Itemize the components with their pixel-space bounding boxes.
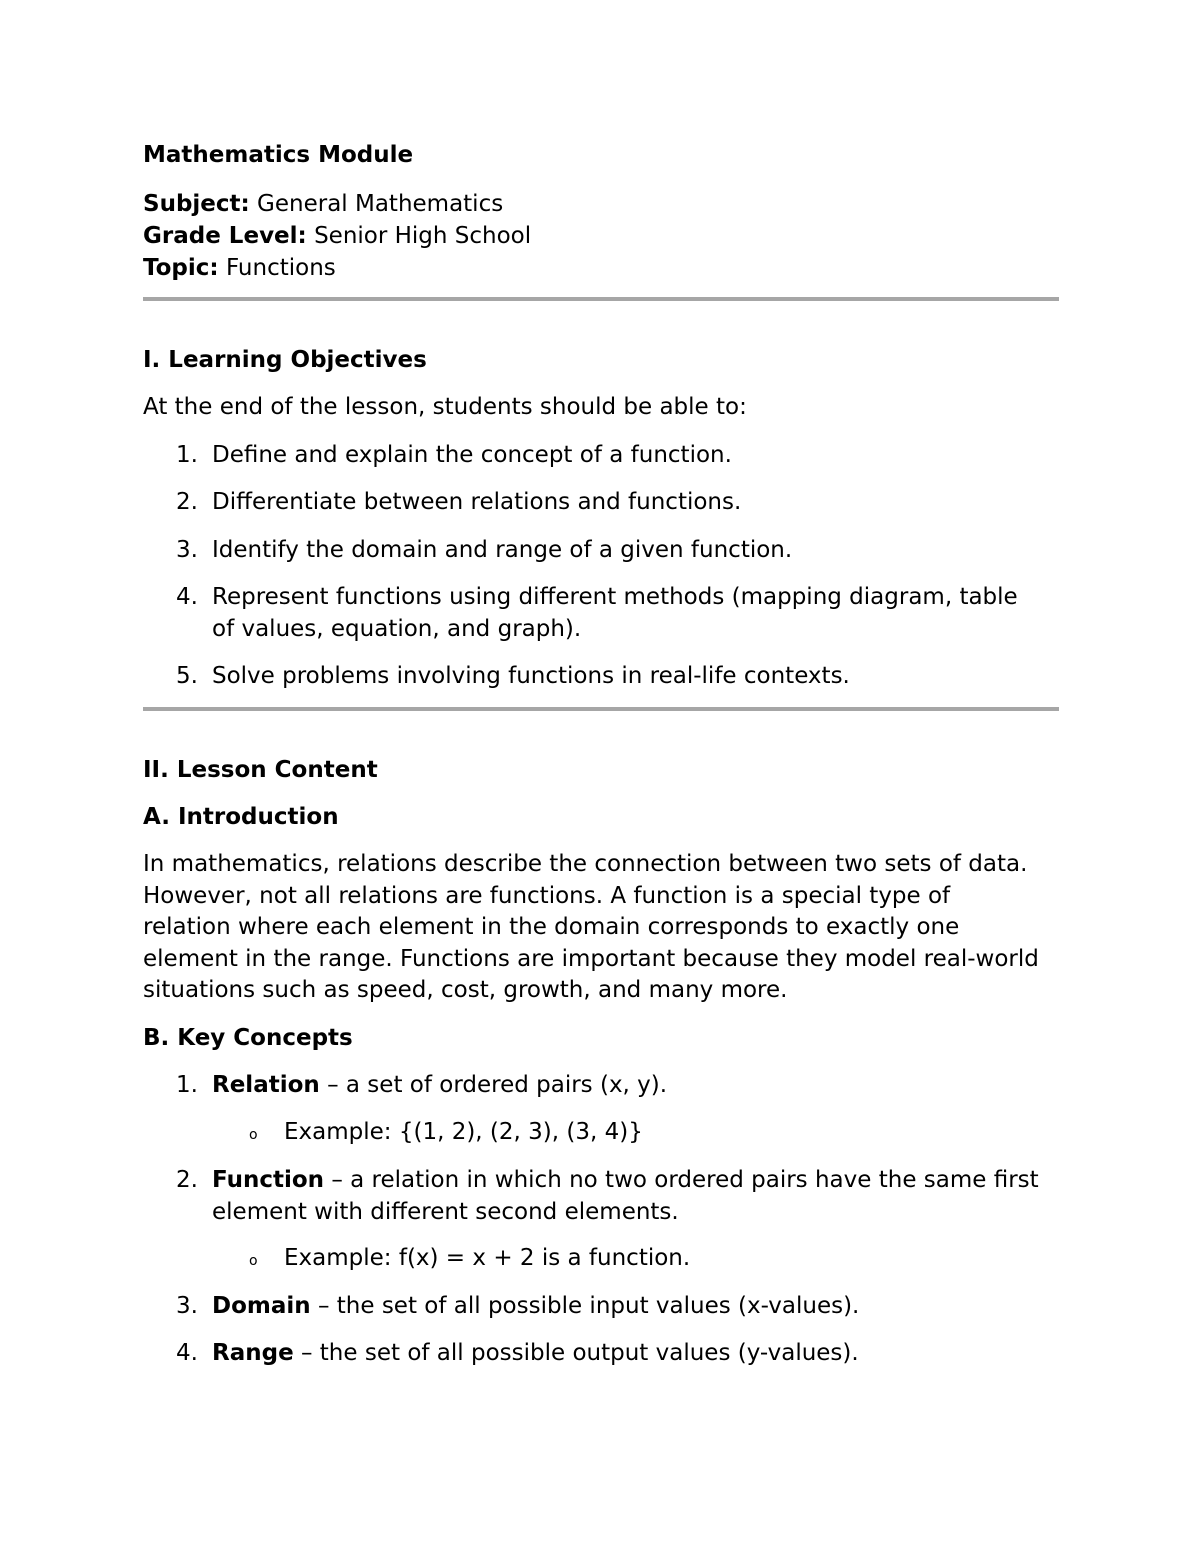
- objective-text: of values, equation, and graph).: [212, 615, 582, 642]
- paragraph-line: relation where each element in the domain corresponds to exactly one: [143, 914, 960, 940]
- objective-text: Represent functions using different methods (mapping diagram, table: [212, 584, 1018, 610]
- list-number: 1.: [176, 442, 198, 468]
- section-divider: [143, 707, 1059, 711]
- paragraph-line: However, not all relations are functions. A function is a special type of: [143, 882, 951, 909]
- paragraph-line: situations such as speed, cost, growth, and many more.: [143, 977, 788, 1003]
- objective-text: Solve problems involving functions in real-life contexts.: [212, 663, 850, 689]
- introduction-paragraph: [143, 849, 1059, 1007]
- concept-definition: – the set of all possible input values (x-values).: [310, 1293, 860, 1319]
- list-number: 5.: [176, 663, 198, 689]
- concept-text: [212, 1070, 1062, 1102]
- list-number: 2.: [176, 1167, 198, 1193]
- module-info: [143, 188, 531, 284]
- concept-definition: – a set of ordered pairs (x, y).: [319, 1072, 668, 1098]
- list-number: 4.: [176, 1340, 198, 1366]
- objective-text: Identify the domain and range of a given function.: [212, 537, 793, 563]
- section-divider: [143, 297, 1059, 301]
- list-number: 3.: [176, 1293, 198, 1319]
- meta-topic: [143, 252, 531, 284]
- objective-text: Differentiate between relations and functions.: [212, 489, 742, 515]
- section-heading-lesson-content: II. Lesson Content: [143, 757, 378, 783]
- list-number: 3.: [176, 537, 198, 563]
- objective-text: Define and explain the concept of a function.: [212, 442, 732, 468]
- section-heading-objectives: I. Learning Objectives: [143, 347, 427, 373]
- concept-text: [212, 1338, 1062, 1370]
- meta-subject: [143, 188, 531, 220]
- concept-definition: – the set of all possible output values (y-values).: [293, 1340, 859, 1366]
- meta-value: Functions: [225, 255, 336, 281]
- concept-text: [212, 1165, 1062, 1197]
- bullet-icon: o: [249, 1127, 258, 1143]
- concept-term: Domain: [212, 1293, 311, 1319]
- subheading-key-concepts: B. Key Concepts: [143, 1025, 353, 1051]
- bullet-icon: o: [249, 1253, 258, 1269]
- concept-term: Relation: [212, 1072, 320, 1098]
- concept-term: Range: [212, 1340, 294, 1366]
- example-text: Example: f(x) = x + 2 is a function.: [284, 1245, 691, 1271]
- document-title: Mathematics Module: [143, 142, 414, 168]
- paragraph-line: element in the range. Functions are important because they model real-world: [143, 945, 1039, 972]
- list-number: 4.: [176, 584, 198, 610]
- objectives-intro: At the end of the lesson, students should be able to:: [143, 394, 747, 420]
- paragraph-line: In mathematics, relations describe the connection between two sets of data.: [143, 851, 1028, 877]
- meta-key: Subject:: [143, 191, 250, 217]
- concept-definition: – a relation in which no two ordered pairs have the same first: [324, 1167, 1039, 1193]
- concept-text: element with different second elements.: [212, 1198, 679, 1225]
- meta-key: Topic:: [143, 255, 219, 281]
- meta-key: Grade Level:: [143, 223, 307, 249]
- list-number: 1.: [176, 1072, 198, 1098]
- concept-term: Function: [212, 1167, 325, 1193]
- example-text: Example: {(1, 2), (2, 3), (3, 4)}: [284, 1119, 643, 1145]
- list-number: 2.: [176, 489, 198, 515]
- meta-value: Senior High School: [314, 223, 532, 249]
- meta-value: General Mathematics: [257, 191, 504, 217]
- meta-grade-level: [143, 220, 531, 252]
- concept-text: [212, 1291, 1062, 1323]
- subheading-introduction: A. Introduction: [143, 804, 339, 830]
